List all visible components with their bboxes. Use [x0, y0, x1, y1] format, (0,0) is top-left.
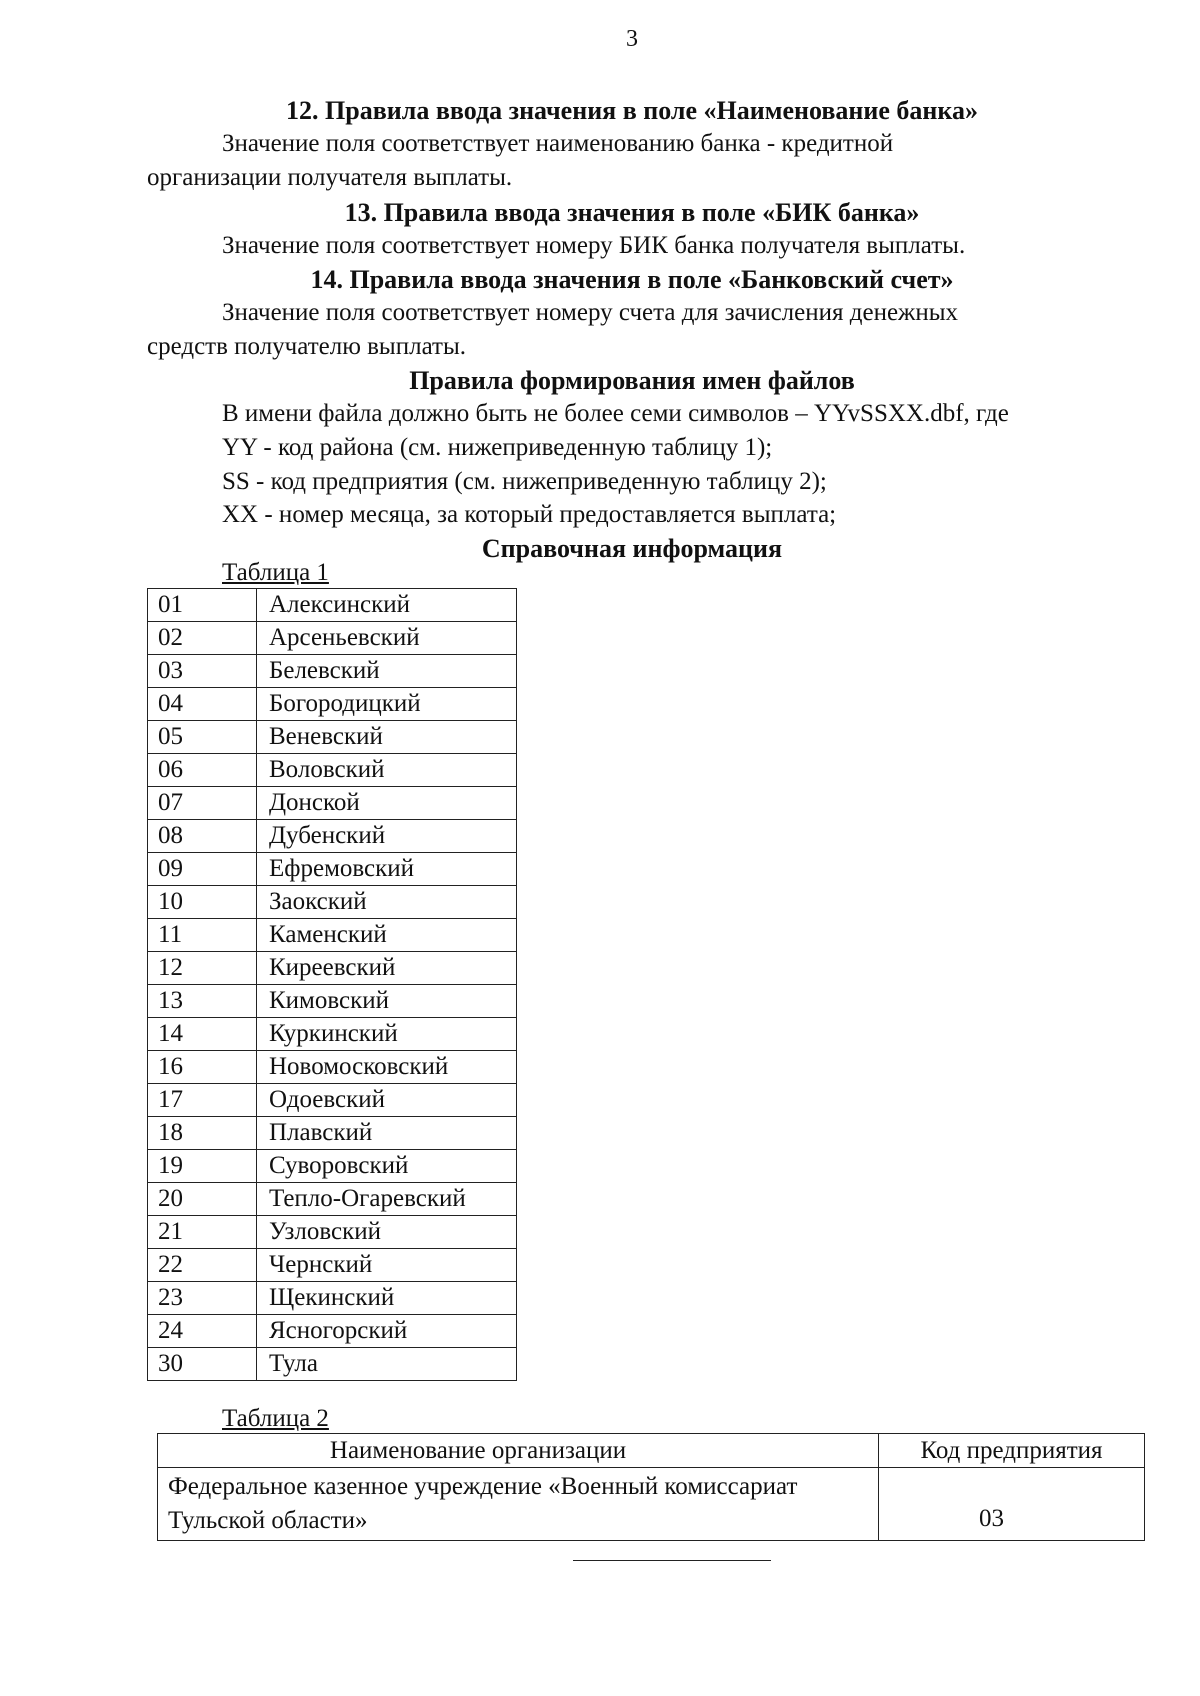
district-name-cell: Тепло-Огаревский: [257, 1183, 517, 1216]
district-code-cell: 07: [148, 787, 257, 820]
table-row: [148, 1117, 517, 1150]
table-row: [148, 1018, 517, 1051]
filenames-text-line3: SS - код предприятия (см. нижеприведенную таблицу 2);: [222, 468, 827, 495]
district-name-cell: Плавский: [257, 1117, 517, 1150]
table1-caption: Таблица 1: [222, 559, 329, 586]
section-13-text-line1: Значение поля соответствует номеру БИК банка получателя выплаты.: [222, 232, 966, 259]
filenames-text-line4: XX - номер месяца, за который предоставляется выплата;: [222, 501, 837, 528]
table-row: [148, 622, 517, 655]
district-name-cell: Донской: [257, 787, 517, 820]
district-code-cell: 16: [148, 1051, 257, 1084]
organization-name-cell: Федеральное казенное учреждение «Военный комиссариат Тульской области»: [158, 1468, 879, 1541]
table-header-row: [158, 1434, 1145, 1468]
district-code-cell: 04: [148, 688, 257, 721]
district-name-cell: Богородицкий: [257, 688, 517, 721]
district-code-cell: 02: [148, 622, 257, 655]
table-row: [148, 1348, 517, 1381]
page-number: 3: [626, 26, 638, 52]
organizations-table: [157, 1433, 1145, 1541]
district-code-cell: 20: [148, 1183, 257, 1216]
district-code-cell: 21: [148, 1216, 257, 1249]
districts-table: [147, 588, 517, 1381]
district-name-cell: Куркинский: [257, 1018, 517, 1051]
district-code-cell: 13: [148, 985, 257, 1018]
district-code-cell: 22: [148, 1249, 257, 1282]
district-name-cell: Киреевский: [257, 952, 517, 985]
section-14-heading: 14. Правила ввода значения в поле «Банковский счет»: [310, 265, 954, 294]
section-13-heading: 13. Правила ввода значения в поле «БИК банка»: [344, 198, 920, 227]
table-row: [148, 919, 517, 952]
table-row: [148, 655, 517, 688]
district-name-cell: Ясногорский: [257, 1315, 517, 1348]
table-row: [148, 1051, 517, 1084]
section-12-text-line1: Значение поля соответствует наименованию банка - кредитной: [222, 130, 894, 157]
table-row: [148, 853, 517, 886]
district-name-cell: Тула: [257, 1348, 517, 1381]
district-code-cell: 18: [148, 1117, 257, 1150]
district-name-cell: Новомосковский: [257, 1051, 517, 1084]
table-row: [148, 1315, 517, 1348]
district-code-cell: 11: [148, 919, 257, 952]
section-14-text-line1: Значение поля соответствует номеру счета для зачисления денежных: [222, 299, 958, 326]
district-name-cell: Заокский: [257, 886, 517, 919]
district-code-cell: 05: [148, 721, 257, 754]
table-row: [148, 688, 517, 721]
reference-heading: Справочная информация: [481, 534, 783, 563]
district-code-cell: 12: [148, 952, 257, 985]
district-code-cell: 09: [148, 853, 257, 886]
table-row: [148, 787, 517, 820]
column-header-name: Наименование организации: [158, 1434, 879, 1468]
column-header-code: Код предприятия: [879, 1434, 1145, 1468]
district-code-cell: 24: [148, 1315, 257, 1348]
district-name-cell: Чернский: [257, 1249, 517, 1282]
district-code-cell: 19: [148, 1150, 257, 1183]
section-12-heading: 12. Правила ввода значения в поле «Наименование банка»: [286, 96, 978, 125]
district-code-cell: 23: [148, 1282, 257, 1315]
closing-rule: [573, 1560, 771, 1561]
table-row: [148, 886, 517, 919]
district-name-cell: Каменский: [257, 919, 517, 952]
district-name-cell: Арсеньевский: [257, 622, 517, 655]
table-row: [148, 1249, 517, 1282]
table-row: [148, 1084, 517, 1117]
district-code-cell: 06: [148, 754, 257, 787]
district-name-cell: Алексинский: [257, 589, 517, 622]
district-name-cell: Веневский: [257, 721, 517, 754]
table2-caption: Таблица 2: [222, 1405, 329, 1432]
filenames-heading: Правила формирования имен файлов: [409, 366, 855, 395]
district-name-cell: Кимовский: [257, 985, 517, 1018]
enterprise-code-cell: 03: [879, 1468, 1145, 1541]
table-row: [148, 589, 517, 622]
table-row: [148, 721, 517, 754]
table-row: [148, 820, 517, 853]
district-name-cell: Дубенский: [257, 820, 517, 853]
table-row: [148, 1150, 517, 1183]
table-row: [148, 1216, 517, 1249]
filenames-text-line1: В имени файла должно быть не более семи символов – YYvSSXX.dbf, где: [222, 400, 1009, 427]
district-name-cell: Ефремовский: [257, 853, 517, 886]
district-name-cell: Щекинский: [257, 1282, 517, 1315]
section-12-text-line2: организации получателя выплаты.: [147, 164, 513, 191]
table-row: [148, 952, 517, 985]
table-row: [148, 1282, 517, 1315]
district-code-cell: 01: [148, 589, 257, 622]
table-row: [148, 754, 517, 787]
district-code-cell: 30: [148, 1348, 257, 1381]
district-code-cell: 08: [148, 820, 257, 853]
filenames-text-line2: YY - код района (см. нижеприведенную таблицу 1);: [222, 434, 773, 461]
district-name-cell: Воловский: [257, 754, 517, 787]
district-name-cell: Узловский: [257, 1216, 517, 1249]
district-code-cell: 17: [148, 1084, 257, 1117]
district-name-cell: Белевский: [257, 655, 517, 688]
district-code-cell: 10: [148, 886, 257, 919]
table-row: [158, 1468, 1145, 1541]
district-name-cell: Суворовский: [257, 1150, 517, 1183]
district-code-cell: 03: [148, 655, 257, 688]
table-row: [148, 1183, 517, 1216]
district-name-cell: Одоевский: [257, 1084, 517, 1117]
table-row: [148, 985, 517, 1018]
district-code-cell: 14: [148, 1018, 257, 1051]
section-14-text-line2: средств получателю выплаты.: [147, 333, 467, 360]
